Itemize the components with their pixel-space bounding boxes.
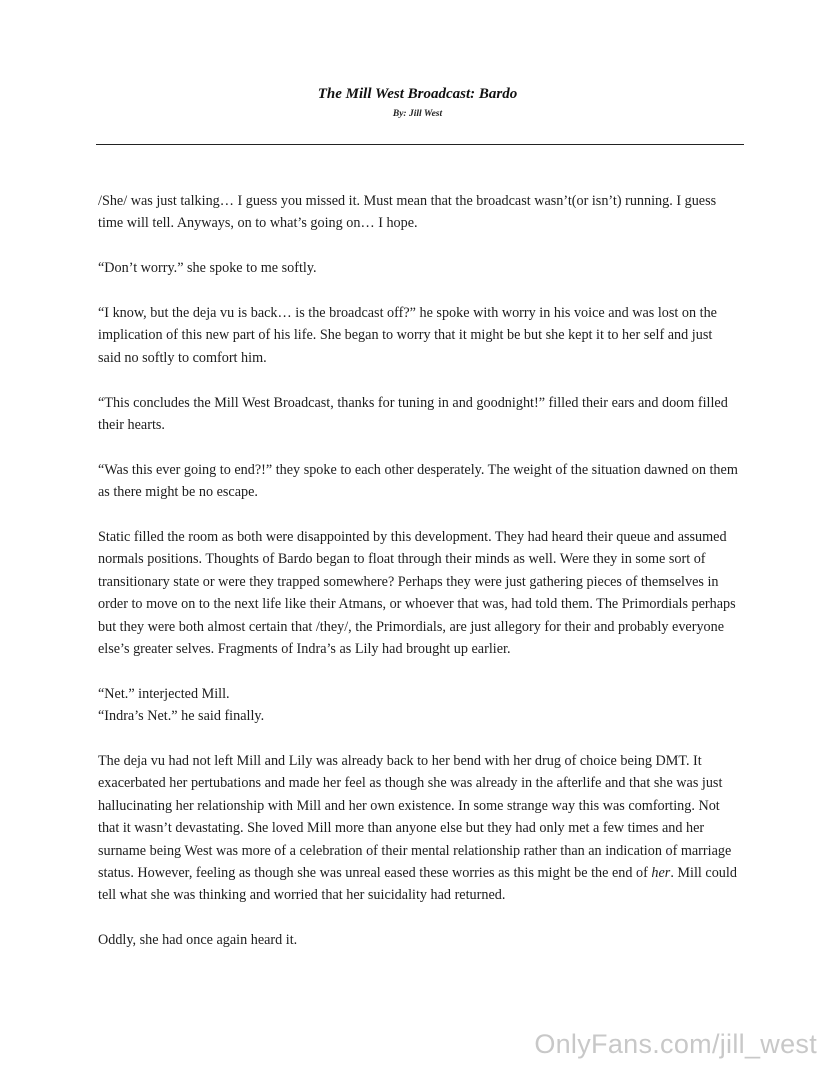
dialogue-line-indras-net: “Indra’s Net.” he said finally.: [98, 708, 265, 725]
dialogue-line-net: “Net.” interjected Mill.: [98, 685, 230, 702]
title-divider: [96, 144, 744, 145]
paragraph-5: “Was this ever going to end?!” they spoke to each other desperately. The weight of the situation dawned on them as there might be no escape.: [98, 461, 738, 501]
document-title: The Mill West Broadcast: Bardo: [317, 86, 518, 102]
paragraph-9: Oddly, she had once again heard it.: [98, 932, 298, 949]
paragraph-8-text-before: The deja vu had not left Mill and Lily was already back to her bend with her drug of choice being DMT. It exacerbated her pertubations and made her feel as though she was already in the afterlife and that she was just hallucinating her relationship with Mill and her own existence. In some strange way this was comforting. Not that it wasn’t devastating. She loved Mill more than anyone else but they had only met a few times and her surname being West was more of a celebration of their mental relationship rather than an indication of marriage status. However, feeling as though she was unreal eased these worries as this might be the end of: [98, 753, 732, 882]
paragraph-1: /She/ was just talking… I guess you missed it. Must mean that the broadcast wasn’t(or isn’t) running. I guess time will tell. Anyways, on to what’s going on… I hope.: [98, 193, 717, 232]
paragraph-8-emphasis: her: [651, 865, 671, 882]
watermark: OnlyFans.com/jill_west: [534, 1029, 817, 1059]
document-byline: By: Jill West: [392, 109, 443, 119]
paragraph-8: [98, 750, 738, 907]
paragraph-8-text-after: . Mill could tell what she was thinking and worried that her suicidality had returned.: [98, 865, 737, 904]
paragraph-2: “Don’t worry.” she spoke to me softly.: [98, 260, 317, 277]
paragraph-6: Static filled the room as both were disappointed by this development. They had heard their queue and assumed normals positions. Thoughts of Bardo began to float through their minds as well. Were they in some sort of transitionary state or were they trapped somewhere? Perhaps they were just gathering pieces of themselves in order to move on to the next life like their Atmans, or whoever that was, had told them. The Primordials perhaps but they were both almost certain that /they/, the Primordials, are just allegory for their and probably everyone else’s greater selves. Fragments of Indra’s as Lily had brought up earlier.: [98, 529, 736, 658]
document-body: [98, 190, 738, 974]
paragraph-3: “I know, but the deja vu is back… is the broadcast off?” he spoke with worry in his voice and was lost on the implication of this new part of his life. She began to worry that it might be but she kept it to her self and just said no softly to comfort him.: [98, 305, 717, 366]
paragraph-4: “This concludes the Mill West Broadcast, thanks for tuning in and goodnight!” filled their ears and doom filled their hearts.: [98, 394, 728, 434]
